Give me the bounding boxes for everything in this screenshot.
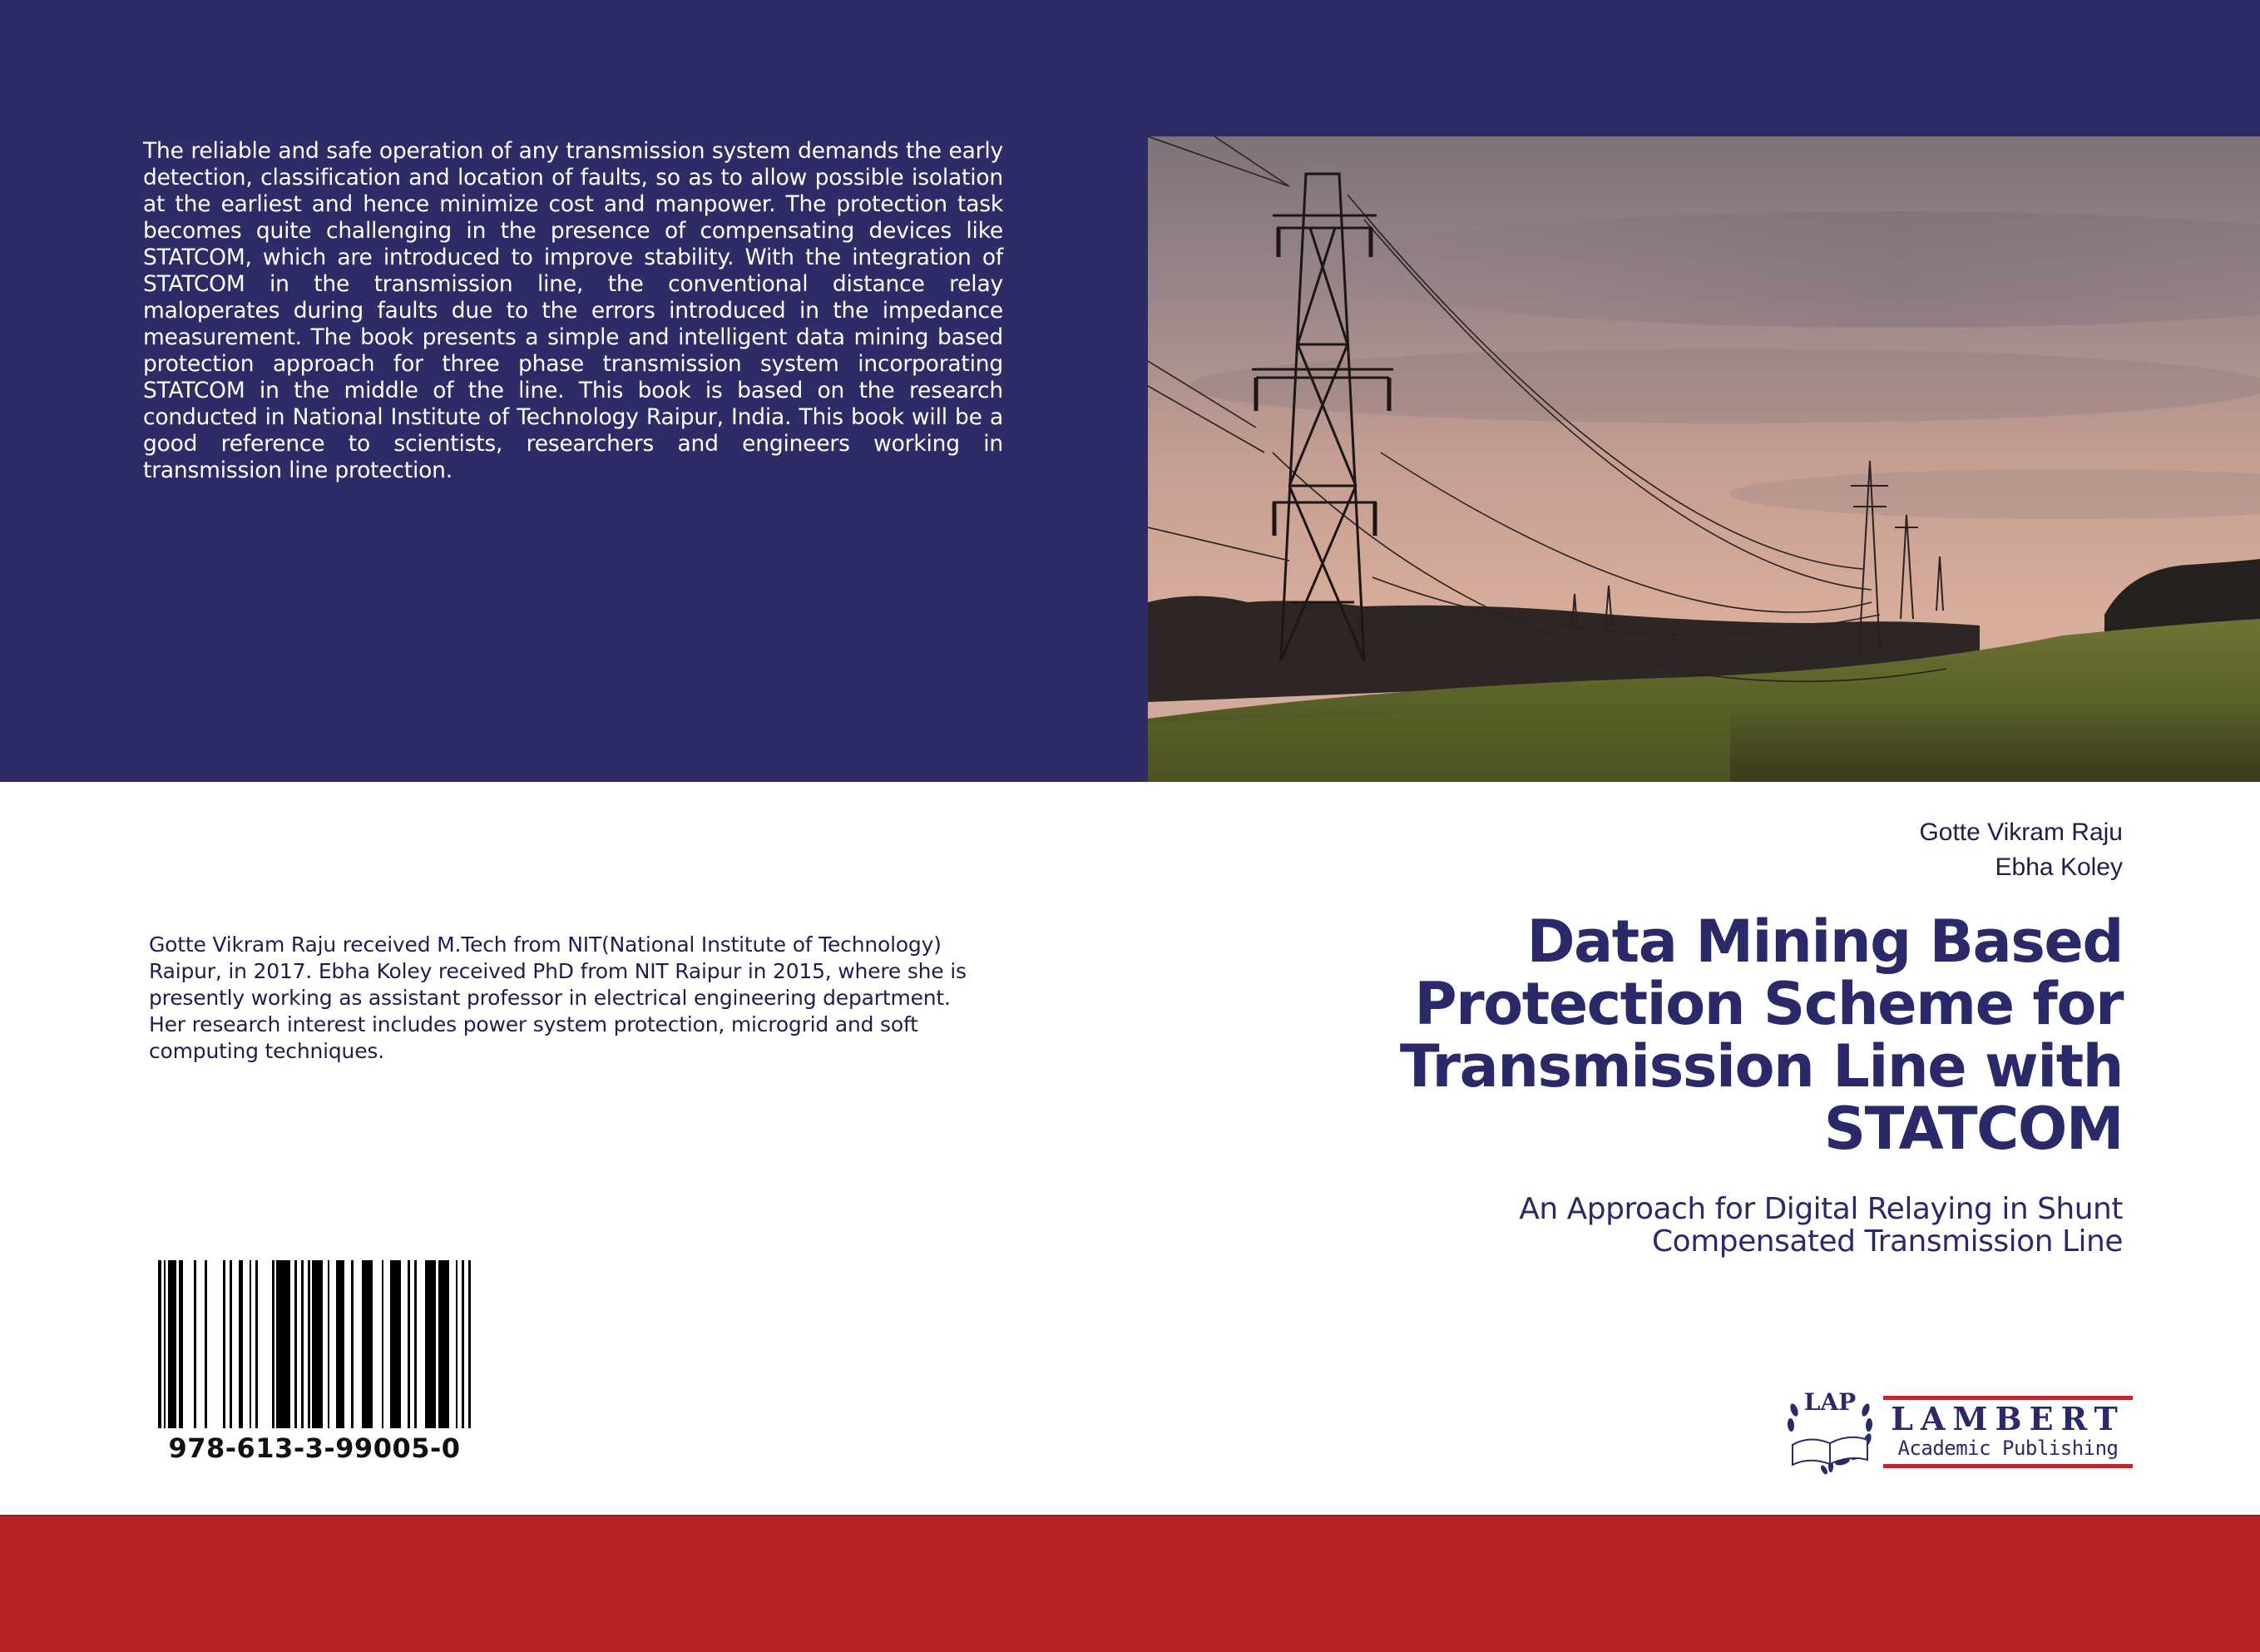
barcode-bar (449, 1260, 456, 1428)
transmission-tower-image (1148, 136, 2260, 782)
barcode-bar (336, 1260, 344, 1428)
isbn-number: 978-613-3-99005-0 (168, 1432, 461, 1464)
barcode-bar (344, 1260, 351, 1428)
lap-emblem-icon (1784, 1385, 1876, 1476)
barcode-bar (168, 1260, 176, 1428)
back-cover-blurb: The reliable and safe operation of any transmission system demands the early detection, classification and location of faults, so as to allow possible isolation at the earliest and hence minimize cost and manpower. The protection task becomes quite challenging in the presence of compensating devices like STATCOM, which are introduced to improve stability. With the integration of STATCOM in the transmission line, the conventional distance relay maloperates during faults due to the errors introduced in the impedance measurement. The book presents a simple and intelligent data mining based protection approach for three phase transmission system incorporating STATCOM in the middle of the line. This book is based on the research conducted in National Institute of Technology Raipur, India. This book will be a good reference to scientists, researchers and engineers working in transmission line protection. (143, 138, 1003, 483)
barcode-bar (276, 1260, 290, 1428)
barcode-bar (401, 1260, 408, 1428)
logo-rule-bottom (1883, 1464, 2133, 1468)
publisher-tagline: Academic Publishing (1897, 1437, 2119, 1460)
barcode-bar (383, 1260, 390, 1428)
emblem-text: LAP (1803, 1388, 1857, 1416)
book-title: Data Mining Based Protection Scheme for Transmission Line with STATCOM (1399, 908, 2123, 1163)
barcode-bar (196, 1260, 205, 1428)
barcode-bar (425, 1260, 436, 1428)
cover-photo (1148, 136, 2260, 782)
barcode-bar (438, 1260, 449, 1428)
barcode-bar (468, 1260, 471, 1428)
author-name: Ebha Koley (1995, 853, 2123, 881)
author-name: Gotte Vikram Raju (1919, 819, 2123, 846)
bottom-red-band (0, 1515, 2260, 1652)
barcode-bar (183, 1260, 194, 1428)
barcode-bar (232, 1260, 239, 1428)
author-bio: Gotte Vikram Raju received M.Tech from NIT(National Institute of Technology) Raipur, in 2017. Ebha Koley received PhD from NIT Raipur in 2015, where she is presently working as assistant professor in electrical engineering department. Her research interest includes power system protection, microgrid and soft computing techniques. (149, 932, 967, 1063)
barcode-bar (417, 1260, 425, 1428)
barcode-bar (207, 1260, 224, 1428)
publisher-name: LAMBERT (1891, 1400, 2125, 1437)
barcode-bar (373, 1260, 381, 1428)
barcode-bar (312, 1260, 323, 1428)
book-subtitle: An Approach for Digital Relaying in Shunt Compensated Transmission Line (1519, 1192, 2123, 1259)
barcode-bar (329, 1260, 336, 1428)
publisher-logo (1784, 1385, 2138, 1476)
barcode-bar (362, 1260, 373, 1428)
barcode-bar (354, 1260, 362, 1428)
barcode-bar (258, 1260, 272, 1428)
isbn-barcode (158, 1260, 471, 1428)
barcode-bar (390, 1260, 401, 1428)
barcode-bar (243, 1260, 250, 1428)
authors-block (1919, 815, 2123, 885)
